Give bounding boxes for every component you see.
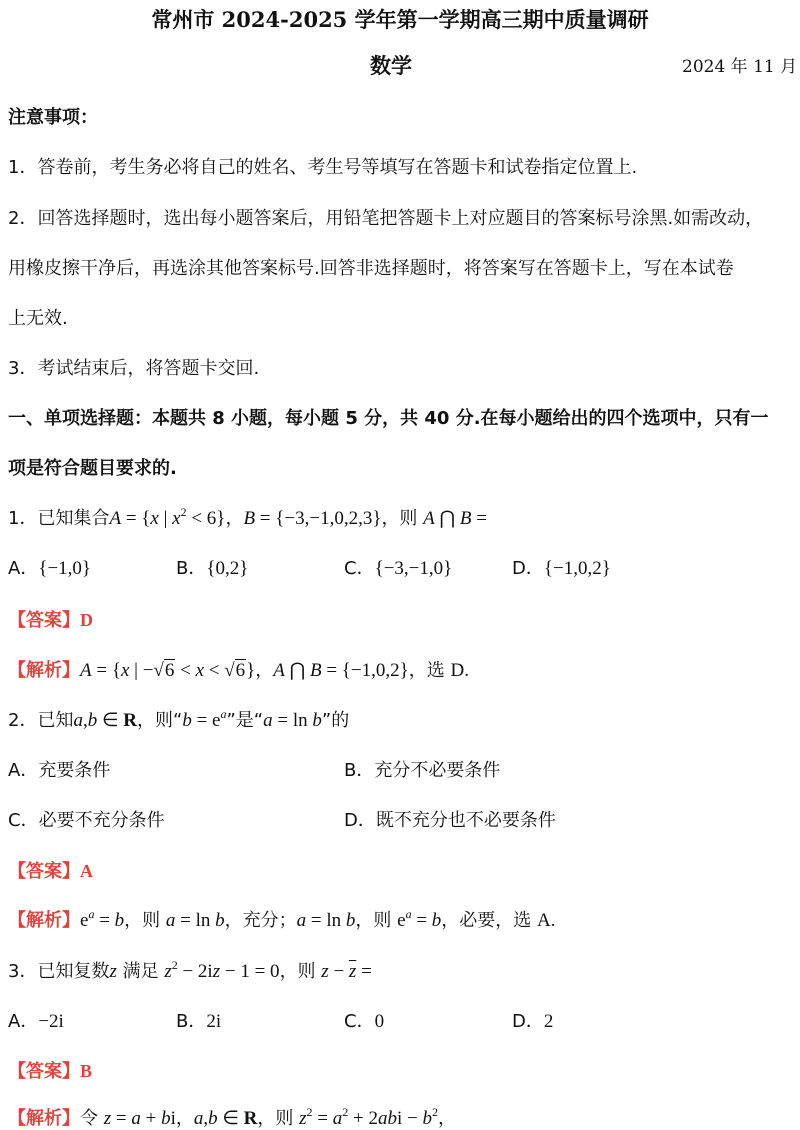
notice-item-1: 1．答卷前，考生务必将自己的姓名、考生号等填写在答题卡和试卷指定位置上. xyxy=(8,157,638,178)
question-2: 2．已知a,b ∈ R，则“$b = e^a$”是“a = ln b”的 xyxy=(8,707,350,731)
q3-option-a: A．−2i xyxy=(8,1011,64,1032)
subject-title: 数学 xyxy=(370,53,412,78)
exam-date: 2024 年 11 月 xyxy=(682,57,798,77)
q2-option-c: C．必要不充分条件 xyxy=(8,810,165,831)
notice-item-2-line-3: 上无效. xyxy=(8,308,68,329)
q2-option-a: A．充要条件 xyxy=(8,760,111,781)
q2-option-d: D．既不充分也不必要条件 xyxy=(344,810,556,831)
page-title: 常州市 2024-2025 学年第一学期高三期中质量调研 xyxy=(151,7,649,32)
q2-analysis: 【解析】$e^a = b$，则 a = ln b，充分；a = ln b，则 $e^a = b$，必要，选 A. xyxy=(8,907,556,931)
q2-option-b: B．充分不必要条件 xyxy=(344,760,501,781)
q1-option-d: D．{−1,0,2} xyxy=(512,558,611,579)
q1-answer: 【答案】D xyxy=(8,610,93,631)
question-3: 3．已知复数z 满足 $z^2 - 2iz - 1 = 0$，则 $z - \overline{z}$ = xyxy=(8,958,372,982)
question-1: 1．已知集合A = {x | $x^2 < 6$}，B = {−3,−1,0,2,3}，则 A ⋂ B = xyxy=(8,505,487,529)
analysis-label: 【解析】 xyxy=(8,660,80,681)
notice-item-2-line-2: 用橡皮擦干净后，再选涂其他答案标号.回答非选择题时，将答案写在答题卡上，写在本试卷 xyxy=(8,258,734,279)
q1-analysis: 【解析】A = {x | −√6 < x < √6}，A ⋂ B = {−1,0,2}，选 D. xyxy=(8,660,469,681)
q3-option-b: B．2i xyxy=(176,1011,222,1032)
q1-option-a: A．{−1,0} xyxy=(8,558,92,579)
q3-answer: 【答案】B xyxy=(8,1061,93,1082)
notice-item-2-line-1: 2．回答选择题时，选出每小题答案后，用铅笔把答题卡上对应题目的答案标号涂黑.如需改动， xyxy=(8,208,764,229)
section-heading-line-2: 项是符合题目要求的. xyxy=(8,458,177,479)
notice-item-3: 3．考试结束后，将答题卡交回. xyxy=(8,358,260,379)
question-2-number: 2．已知 xyxy=(8,710,74,731)
question-3-number: 3．已知复数 xyxy=(8,961,110,982)
q3-option-c: C．0 xyxy=(344,1011,385,1032)
q2-answer: 【答案】A xyxy=(8,861,93,882)
q3-option-d: D．2 xyxy=(512,1011,554,1032)
question-1-formula: A = {x | $x^2 < 6$} xyxy=(109,505,226,529)
q1-option-c: C．{−3,−1,0} xyxy=(344,558,453,579)
q3-analysis: 【解析】令 z = a + bi，a,b ∈ R，则 $z^2 = a^2 + 2abi - b^2$， xyxy=(8,1105,456,1129)
q1-option-b: B．{0,2} xyxy=(176,558,249,579)
section-heading-line-1: 一、单项选择题：本题共 8 小题，每小题 5 分，共 40 分.在每小题给出的四个选项中，只有一 xyxy=(8,408,769,429)
notice-heading: 注意事项： xyxy=(8,107,98,128)
question-1-number: 1．已知集合 xyxy=(8,508,110,529)
